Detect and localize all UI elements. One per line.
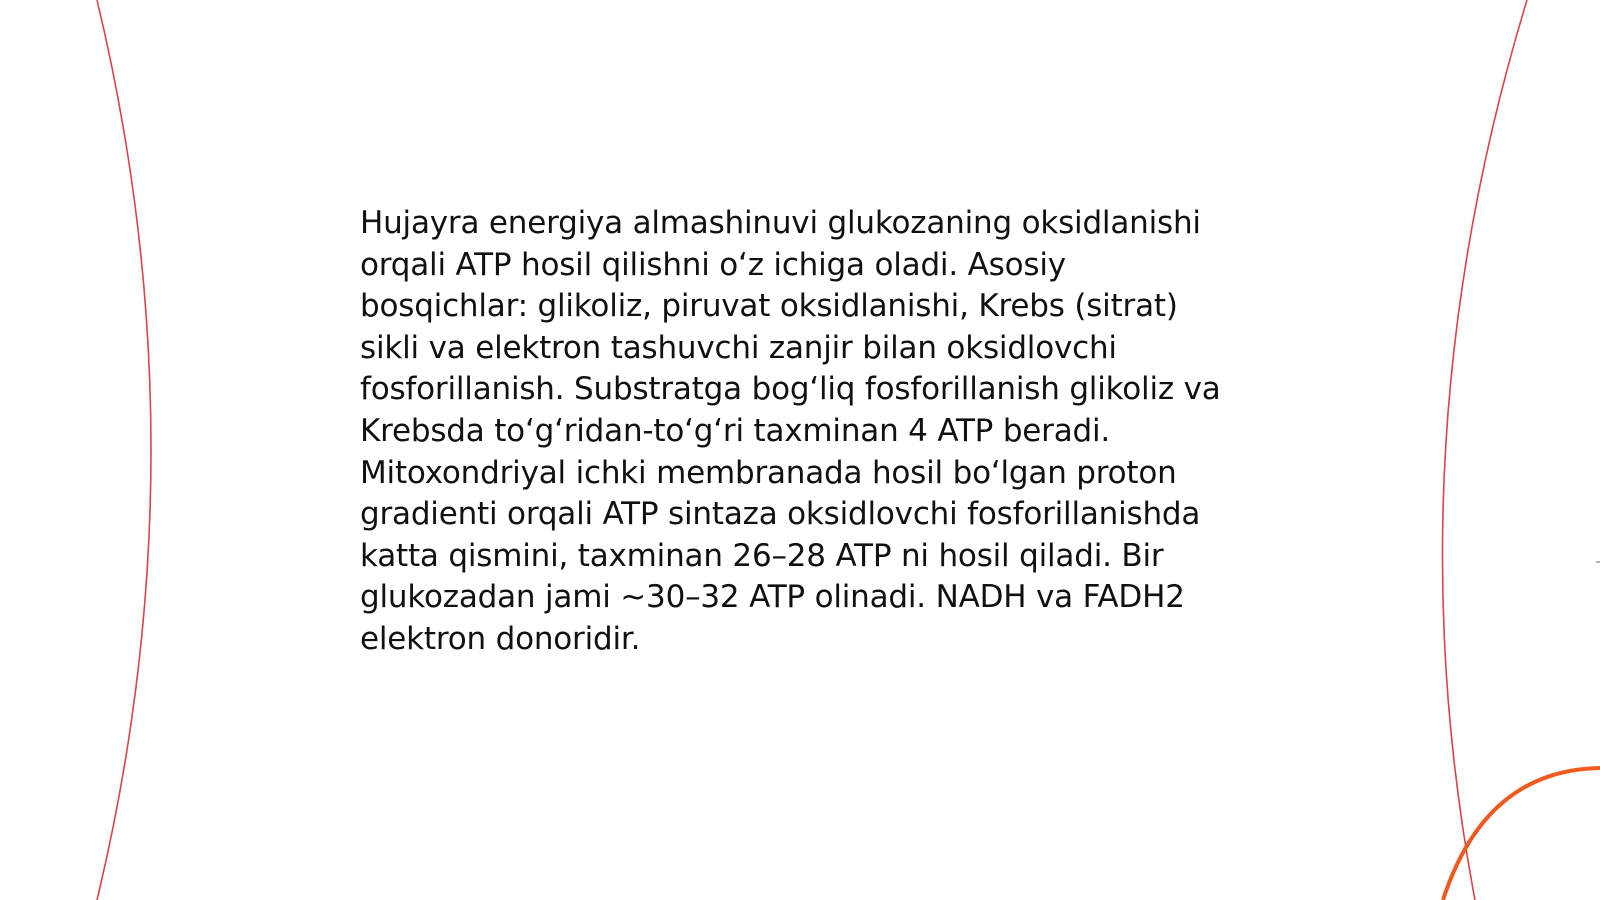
slide-body-text: Hujayra energiya almashinuvi glukozaning oksidlanishi orqali ATP hosil qilishni oʻz ichiga oladi. Asosiy bosqichlar: glikoliz, piruvat oksidlanishi, Krebs (sitrat) sikli va elektron tashuvchi zanjir bilan oksidlovchi fosforillanish. Substratga bogʻliq fosforillanish glikoliz va Krebsda toʻgʻridan-toʻgʻri taxminan 4 ATP beradi. Mitoxondriyal ichki membranada hosil boʻlgan proton gradienti orqali ATP sintaza oksidlovchi fosforillanishda katta qismini, taxminan 26–28 ATP ni hosil qiladi. Bir glukozadan jami ~30–32 ATP olinadi. NADH va FADH2 elektron donoridir. — [360, 205, 1221, 657]
accent-arc — [1443, 768, 1600, 900]
left-frame-curve — [97, 0, 151, 900]
right-frame-curve — [1442, 0, 1527, 900]
